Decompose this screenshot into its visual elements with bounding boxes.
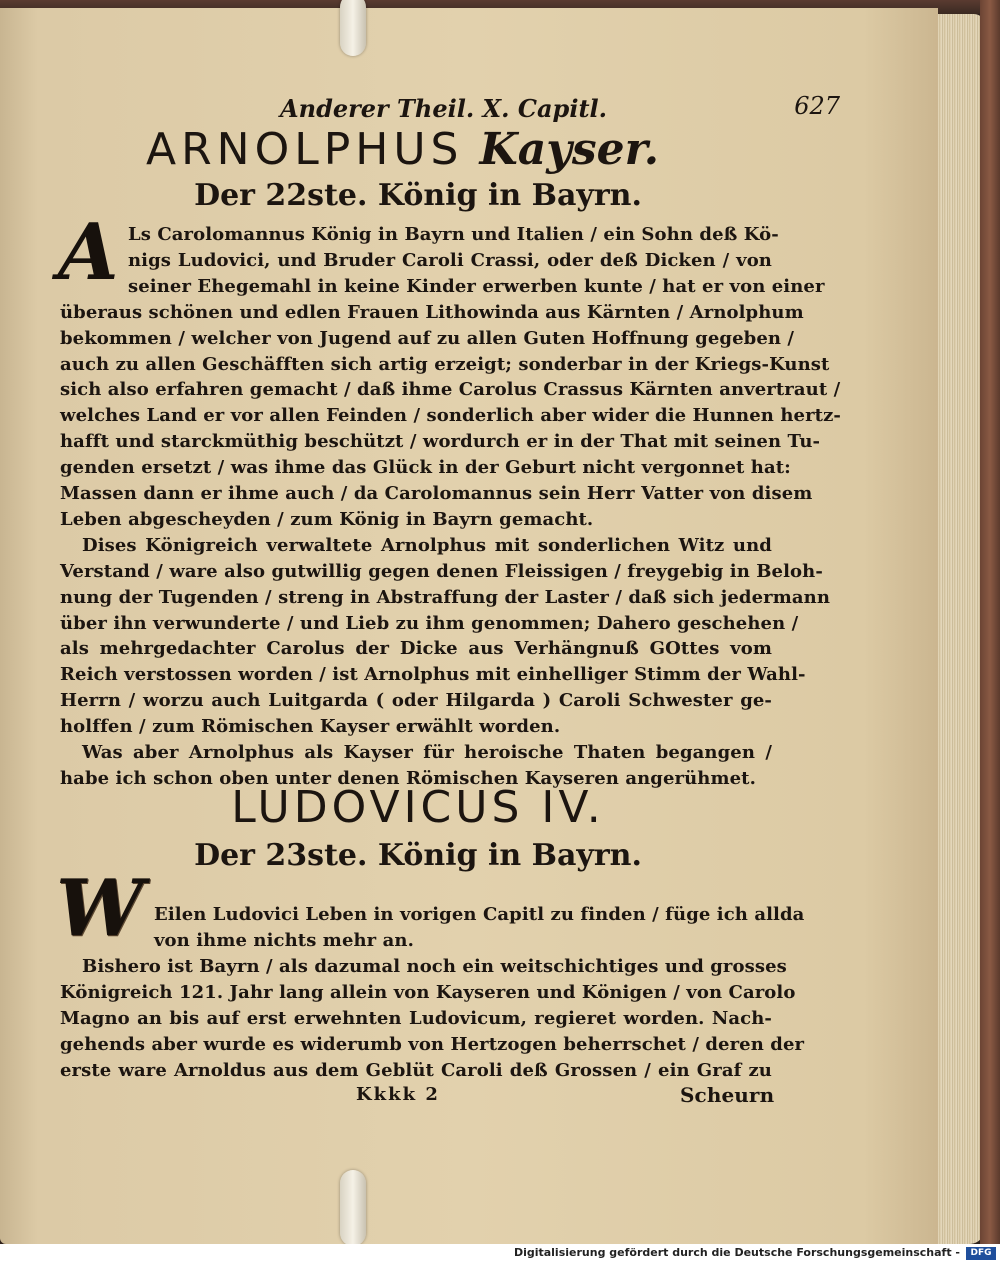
text-line: Dises Königreich verwaltete Arnolphus mit sonderlichen Witz und	[82, 534, 772, 556]
text-line: sich also erfahren gemacht / daß ihme Carolus Crassus Kärnten anvertraut /	[60, 379, 841, 401]
dfg-logo: DFG	[966, 1247, 996, 1260]
section-title-main: ARNOLPHUS	[146, 124, 464, 175]
text-line: welches Land er vor allen Feinden / sonderlich aber wider die Hunnen hertz-	[60, 405, 841, 427]
text-line: Ls Carolomannus König in Bayrn und Italien / ein Sohn deß Kö-	[128, 224, 779, 245]
text-line: Was aber Arnolphus als Kayser für heroische Thaten begangen /	[82, 742, 772, 763]
text-line: seiner Ehegemahl in keine Kinder erwerben kunte / hat er von einer	[128, 275, 825, 297]
text-line: Leben abgescheyden / zum König in Bayrn gemacht.	[60, 508, 594, 530]
text-line: Massen dann er ihme auch / da Carolomannus sein Herr Vatter von disem	[60, 483, 813, 504]
text-line: als mehrgedachter Carolus der Dicke aus Verhängnuß GOttes vom	[60, 638, 772, 660]
text-line: gehends aber wurde es widerumb von Hertzogen beherrschet / deren der	[60, 1034, 805, 1055]
text-line: hafft und starckmüthig beschützt / wordurch er in der That mit seinen Tu-	[60, 431, 821, 453]
text-line: Reich verstossen worden / ist Arnolphus mit einhelliger Stimm der Wahl-	[60, 664, 806, 686]
catchword: Scheurn	[680, 1083, 775, 1107]
text-line: erste ware Arnoldus aus dem Geblüt Caroli deß Grossen / ein Graf zu	[60, 1060, 772, 1081]
text-line: Königreich 121. Jahr lang allein von Kayseren und Königen / von Carolo	[60, 982, 796, 1003]
text-line: auch zu allen Geschäfften sich artig erzeigt; sonderbar in der Kriegs-Kunst	[60, 353, 830, 375]
drop-cap: W	[56, 863, 144, 954]
section-subtitle: Der 23ste. König in Bayrn.	[194, 838, 642, 873]
text-line: Verstand / ware also gutwillig gegen denen Fleissigen / freygebig in Beloh-	[60, 560, 823, 582]
funding-credit: Digitalisierung gefördert durch die Deutsche Forschungsgemeinschaft -	[513, 1246, 960, 1259]
text-line: Magno an bis auf erst erwehnten Ludovicum, regieret worden. Nach-	[60, 1008, 772, 1029]
text-line: über ihn verwunderte / und Lieb zu ihm genommen; Dahero geschehen /	[60, 612, 799, 634]
text-line: überaus schönen und edlen Frauen Lithowinda aus Kärnten / Arnolphum	[60, 301, 804, 323]
digitization-footer	[0, 1244, 1000, 1263]
signature-mark: Kkkk 2	[356, 1084, 440, 1105]
text-line: holffen / zum Römischen Kayser erwählt worden.	[60, 716, 561, 738]
page-text	[56, 0, 841, 1244]
text-line: nung der Tugenden / streng in Abstraffung der Laster / daß sich jedermann	[60, 586, 831, 608]
running-head: Anderer Theil. X. Capitl.	[280, 94, 607, 123]
drop-cap: A	[58, 207, 119, 298]
text-line: nigs Ludovici, und Bruder Caroli Crassi, oder deß Dicken / von	[128, 249, 772, 271]
book-cover-right	[980, 0, 1000, 1244]
text-line: genden ersetzt / was ihme das Glück in der Geburt nicht vergonnet hat:	[60, 457, 791, 479]
section-subtitle: Der 22ste. König in Bayrn.	[194, 178, 642, 213]
section-title-arnolphus	[146, 124, 786, 186]
text-line: bekommen / welcher von Jugend auf zu allen Guten Hoffnung gegeben /	[60, 327, 795, 349]
text-line: Eilen Ludovici Leben in vorigen Capitl zu finden / füge ich allda	[154, 904, 805, 925]
section-title-ludovicus: LUDOVICUS IV.	[231, 782, 605, 833]
text-line: Herrn / worzu auch Luitgarda ( oder Hilgarda ) Caroli Schwester ge-	[60, 690, 772, 712]
page-number: 627	[794, 92, 840, 120]
text-line: habe ich schon oben unter denen Römischen Kayseren angerühmet.	[60, 767, 756, 789]
text-line: von ihme nichts mehr an.	[154, 930, 414, 951]
section-title-suffix: Kayser.	[479, 124, 660, 175]
page-edges	[938, 14, 984, 1244]
text-line: Bishero ist Bayrn / als dazumal noch ein weitschichtiges und grosses	[82, 956, 787, 977]
